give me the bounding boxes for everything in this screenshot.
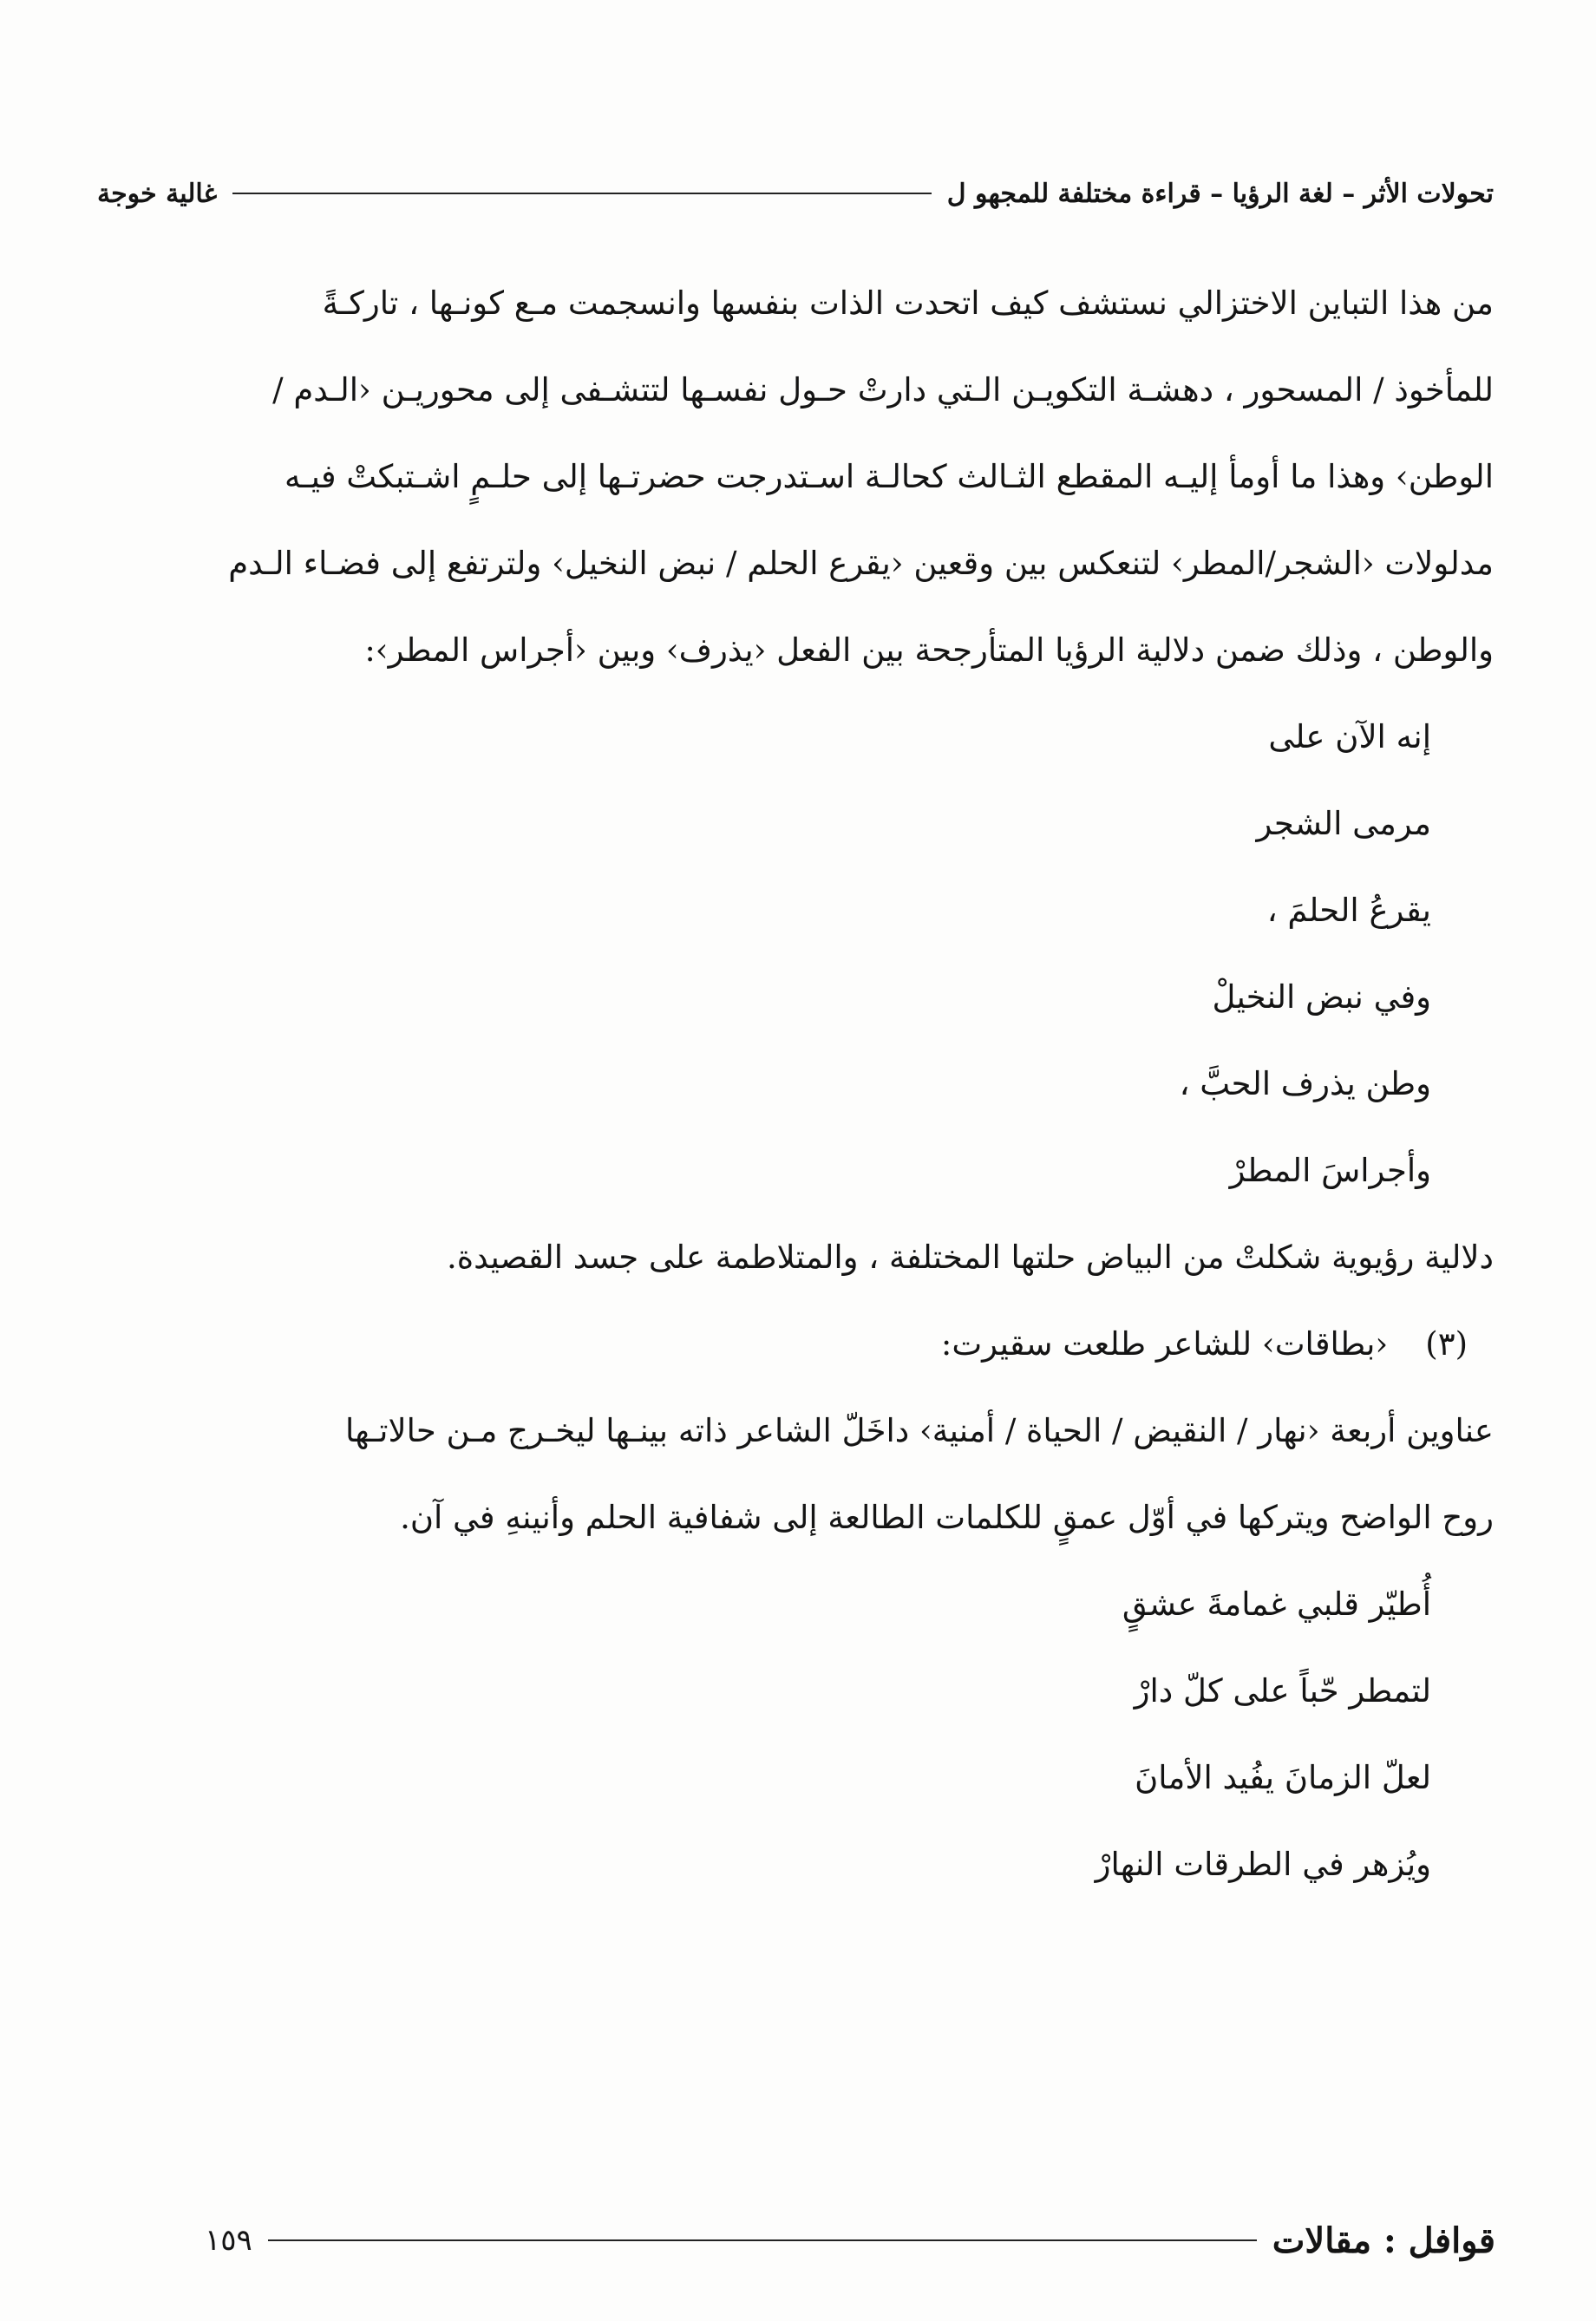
poem-verse: مرمى الشجر <box>1256 805 1431 842</box>
running-title: تحولات الأثر – لغة الرؤيا – قراءة مختلفة للمجهو ل <box>946 178 1494 209</box>
paragraph-line: والوطن ، وذلك ضمن دلالية الرؤيا المتأرجحة بين الفعل ‹يذرف› وبين ‹أجراس المطر›: <box>364 631 1494 669</box>
paragraph-line: عناوين أربعة ‹نهار / النقيض / الحياة / أمنية› داخَلّ الشاعر ذاته بينـها ليخـرج مـن حالاتـها <box>345 1412 1494 1449</box>
section-title: ‹بطاقات› للشاعر طلعت سقيرت: <box>940 1325 1389 1363</box>
page-number: ١٥٩ <box>204 2223 252 2258</box>
page-footer <box>102 2210 1495 2271</box>
paragraph-line: من هذا التباين الاختزالي نستشف كيف اتحدت الذات بنفسها وانسجمت مـع كونـها ، تاركـةً <box>322 284 1494 322</box>
article-body <box>97 260 1494 1908</box>
header-rule <box>232 193 932 194</box>
author-name: غالية خوجة <box>97 178 218 209</box>
poem-verse: أُطيّر قلبي غمامةَ عشقٍ <box>1122 1585 1431 1623</box>
journal-name: قوافل : مقالات <box>1272 2220 1495 2261</box>
poem-verse: لعلّ الزمانَ يفُيد الأمانَ <box>1135 1759 1431 1796</box>
footer-rule <box>268 2239 1257 2241</box>
paragraph-line: الوطن› وهذا ما أومأ إليـه المقطع الثـالث كحالـة اسـتدرجت حضرتـها إلى حلـمٍ اشـتبكتْ فيـه <box>285 458 1494 495</box>
paragraph-line: مدلولات ‹الشجر/المطر› لتنعكس بين وقعين ‹يقرع الحلم / نبض النخيل› ولترتفع إلى فضـاء الـدم <box>228 545 1494 582</box>
poem-verse: إنه الآن على <box>1268 718 1431 755</box>
poem-verse: يقرعُ الحلمَ ، <box>1266 892 1431 929</box>
section-heading <box>97 1301 1494 1388</box>
poem-verse: وطن يذرف الحبَّ ، <box>1179 1065 1431 1102</box>
section-number: (٣) <box>1425 1325 1468 1363</box>
page-header <box>97 163 1494 224</box>
paragraph-line: للمأخوذ / المسحور ، دهشـة التكويـن الـتي دارتْ حـول نفسـها لتتشـفى إلى محوريـن ‹الـدم / <box>272 371 1494 409</box>
poem-verse: ويُزهر في الطرقات النهارْ <box>1095 1846 1431 1883</box>
paragraph-line: دلالية رؤيوية شكلتْ من البياض حلتها المختلفة ، والمتلاطمة على جسد القصيدة. <box>446 1239 1494 1276</box>
paragraph-line: روح الواضح ويتركها في أوّل عمقٍ للكلمات الطالعة إلى شفافية الحلم وأنينهِ في آن. <box>400 1499 1494 1536</box>
poem-verse: وأجراسَ المطرْ <box>1229 1152 1431 1189</box>
poem-verse: لتمطر حّباً على كلّ دارْ <box>1134 1672 1431 1710</box>
poem-verse: وفي نبض النخيلْ <box>1212 978 1431 1016</box>
